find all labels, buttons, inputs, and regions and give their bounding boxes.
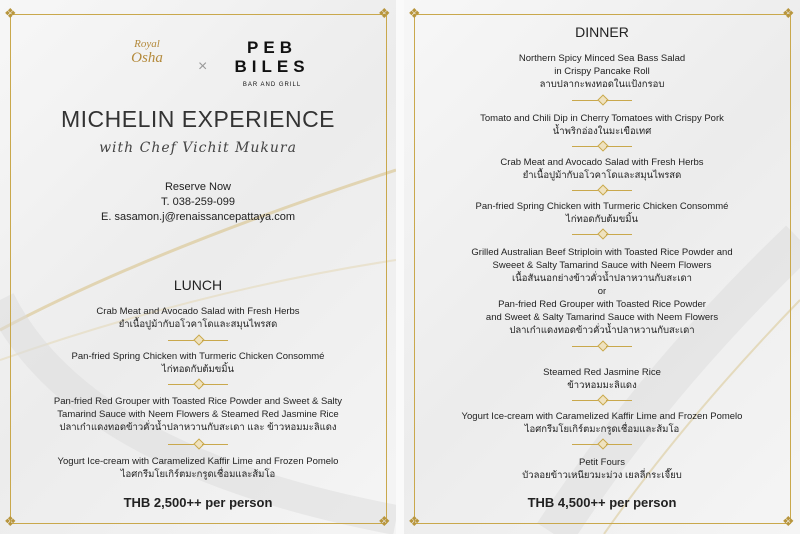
list-item: Petit Fours บัวลอยข้าวเหนียวมะม่วง เยลลี่กระเจี๊ยบ [522,457,682,481]
page-gutter [396,0,404,534]
dinner-card [404,0,800,534]
dinner-price: THB 4,500++ per person [527,495,677,510]
reserve-label: Reserve Now [164,181,232,193]
gold-divider [572,142,632,150]
partner-logos [0,30,396,90]
list-item: Northern Spicy Minced Sea Bass Salad in Crispy Pancake Roll ลาบปลากะพงทอดในแป้งกรอบ [518,53,686,90]
page-title: MICHELIN EXPERIENCE [60,106,336,132]
list-item: Crab Meat and Avocado Salad with Fresh Herbs ยำเนื้อปูม้ากับอโวคาโดและสมุนไพรสด [96,306,300,330]
list-item: Yogurt Ice-cream with Caramelized Kaffir Lime and Frozen Pomelo ไอศกรีมโยเกิร์ตมะกรูดเชื่อมและส้มโอ [461,411,743,435]
gold-divider [572,230,632,238]
dinner-heading: DINNER [575,24,629,40]
corner-ornament-icon: ❖ [408,513,421,529]
list-item: Pan-fried Spring Chicken with Turmeric Chicken Consommé ไก่ทอดกับต้มขมิ้น [475,201,729,225]
list-item: Tomato and Chili Dip in Cherry Tomatoes with Crispy Pork น้ำพริกอ่องในมะเขือเทศ [480,113,724,137]
royal-osha-logo: Royal Osha [131,38,163,66]
gold-divider [572,186,632,194]
list-item: Pan-fried Red Grouper with Toasted Rice Powder and Sweet & Salty Tamarind Sauce with Neem Flowers & Steamed Red Jasmine Rice ปลาเก๋าแดงทอดข้าวคั่วน้ำปลาหวานกับสะเดา และ ข้าวหอมมะลิแดง [53,396,343,433]
list-item: Pan-fried Spring Chicken with Turmeric Chicken Consommé ไก่ทอดกับต้มขมิ้น [71,351,325,375]
corner-ornament-icon: ❖ [378,5,391,21]
list-item: Steamed Red Jasmine Rice ข้าวหอมมะลิแดง [543,367,661,391]
lunch-heading: LUNCH [173,277,223,293]
list-item: Grilled Australian Beef Striploin with Toasted Rice Powder and Sweeet & Salty Tamarind Sauce with Neem Flowers เนื้อสันนอกย่างข้าวคั่วน้ำปลาหวานกับสะเดา or Pan-fried Red Grouper with Toasted Rice Powder and Sweet & Salty Tamarind Sauce with Neem Flowers ปลาเก๋าแดงทอดข้าวคั่วน้ำปลาหวานกับสะเดา [404,246,800,337]
corner-ornament-icon: ❖ [378,513,391,529]
gold-divider [168,336,228,344]
corner-ornament-icon: ❖ [782,513,795,529]
lunch-price: THB 2,500++ per person [123,495,273,510]
chef-subtitle: with Chef Vichit Mukura [99,140,297,156]
gold-divider [572,396,632,404]
lunch-card [0,0,396,534]
peb-biles-logo: PEB BILES BAR AND GRILL [234,38,310,88]
logo-separator: × [198,58,208,75]
list-item: Crab Meat and Avocado Salad with Fresh Herbs ยำเนื้อปูม้ากับอโวคาโดและสมุนไพรสด [500,157,704,181]
gold-divider [168,440,228,448]
reserve-info [0,180,396,225]
gold-divider [572,96,632,104]
corner-ornament-icon: ❖ [782,5,795,21]
reserve-phone[interactable]: T. 038-259-099 [161,196,235,208]
reserve-email[interactable]: E. sasamon.j@renaissancepattaya.com [101,211,295,223]
or-separator: or [597,286,607,297]
list-item: Yogurt Ice-cream with Caramelized Kaffir Lime and Frozen Pomelo ไอศกรีมโยเกิร์ตมะกรูดเชื่อมและส้มโอ [57,456,339,480]
corner-ornament-icon: ❖ [4,5,17,21]
gold-divider [572,342,632,350]
corner-ornament-icon: ❖ [4,513,17,529]
gold-divider [168,380,228,388]
corner-ornament-icon: ❖ [408,5,421,21]
gold-divider [572,440,632,448]
